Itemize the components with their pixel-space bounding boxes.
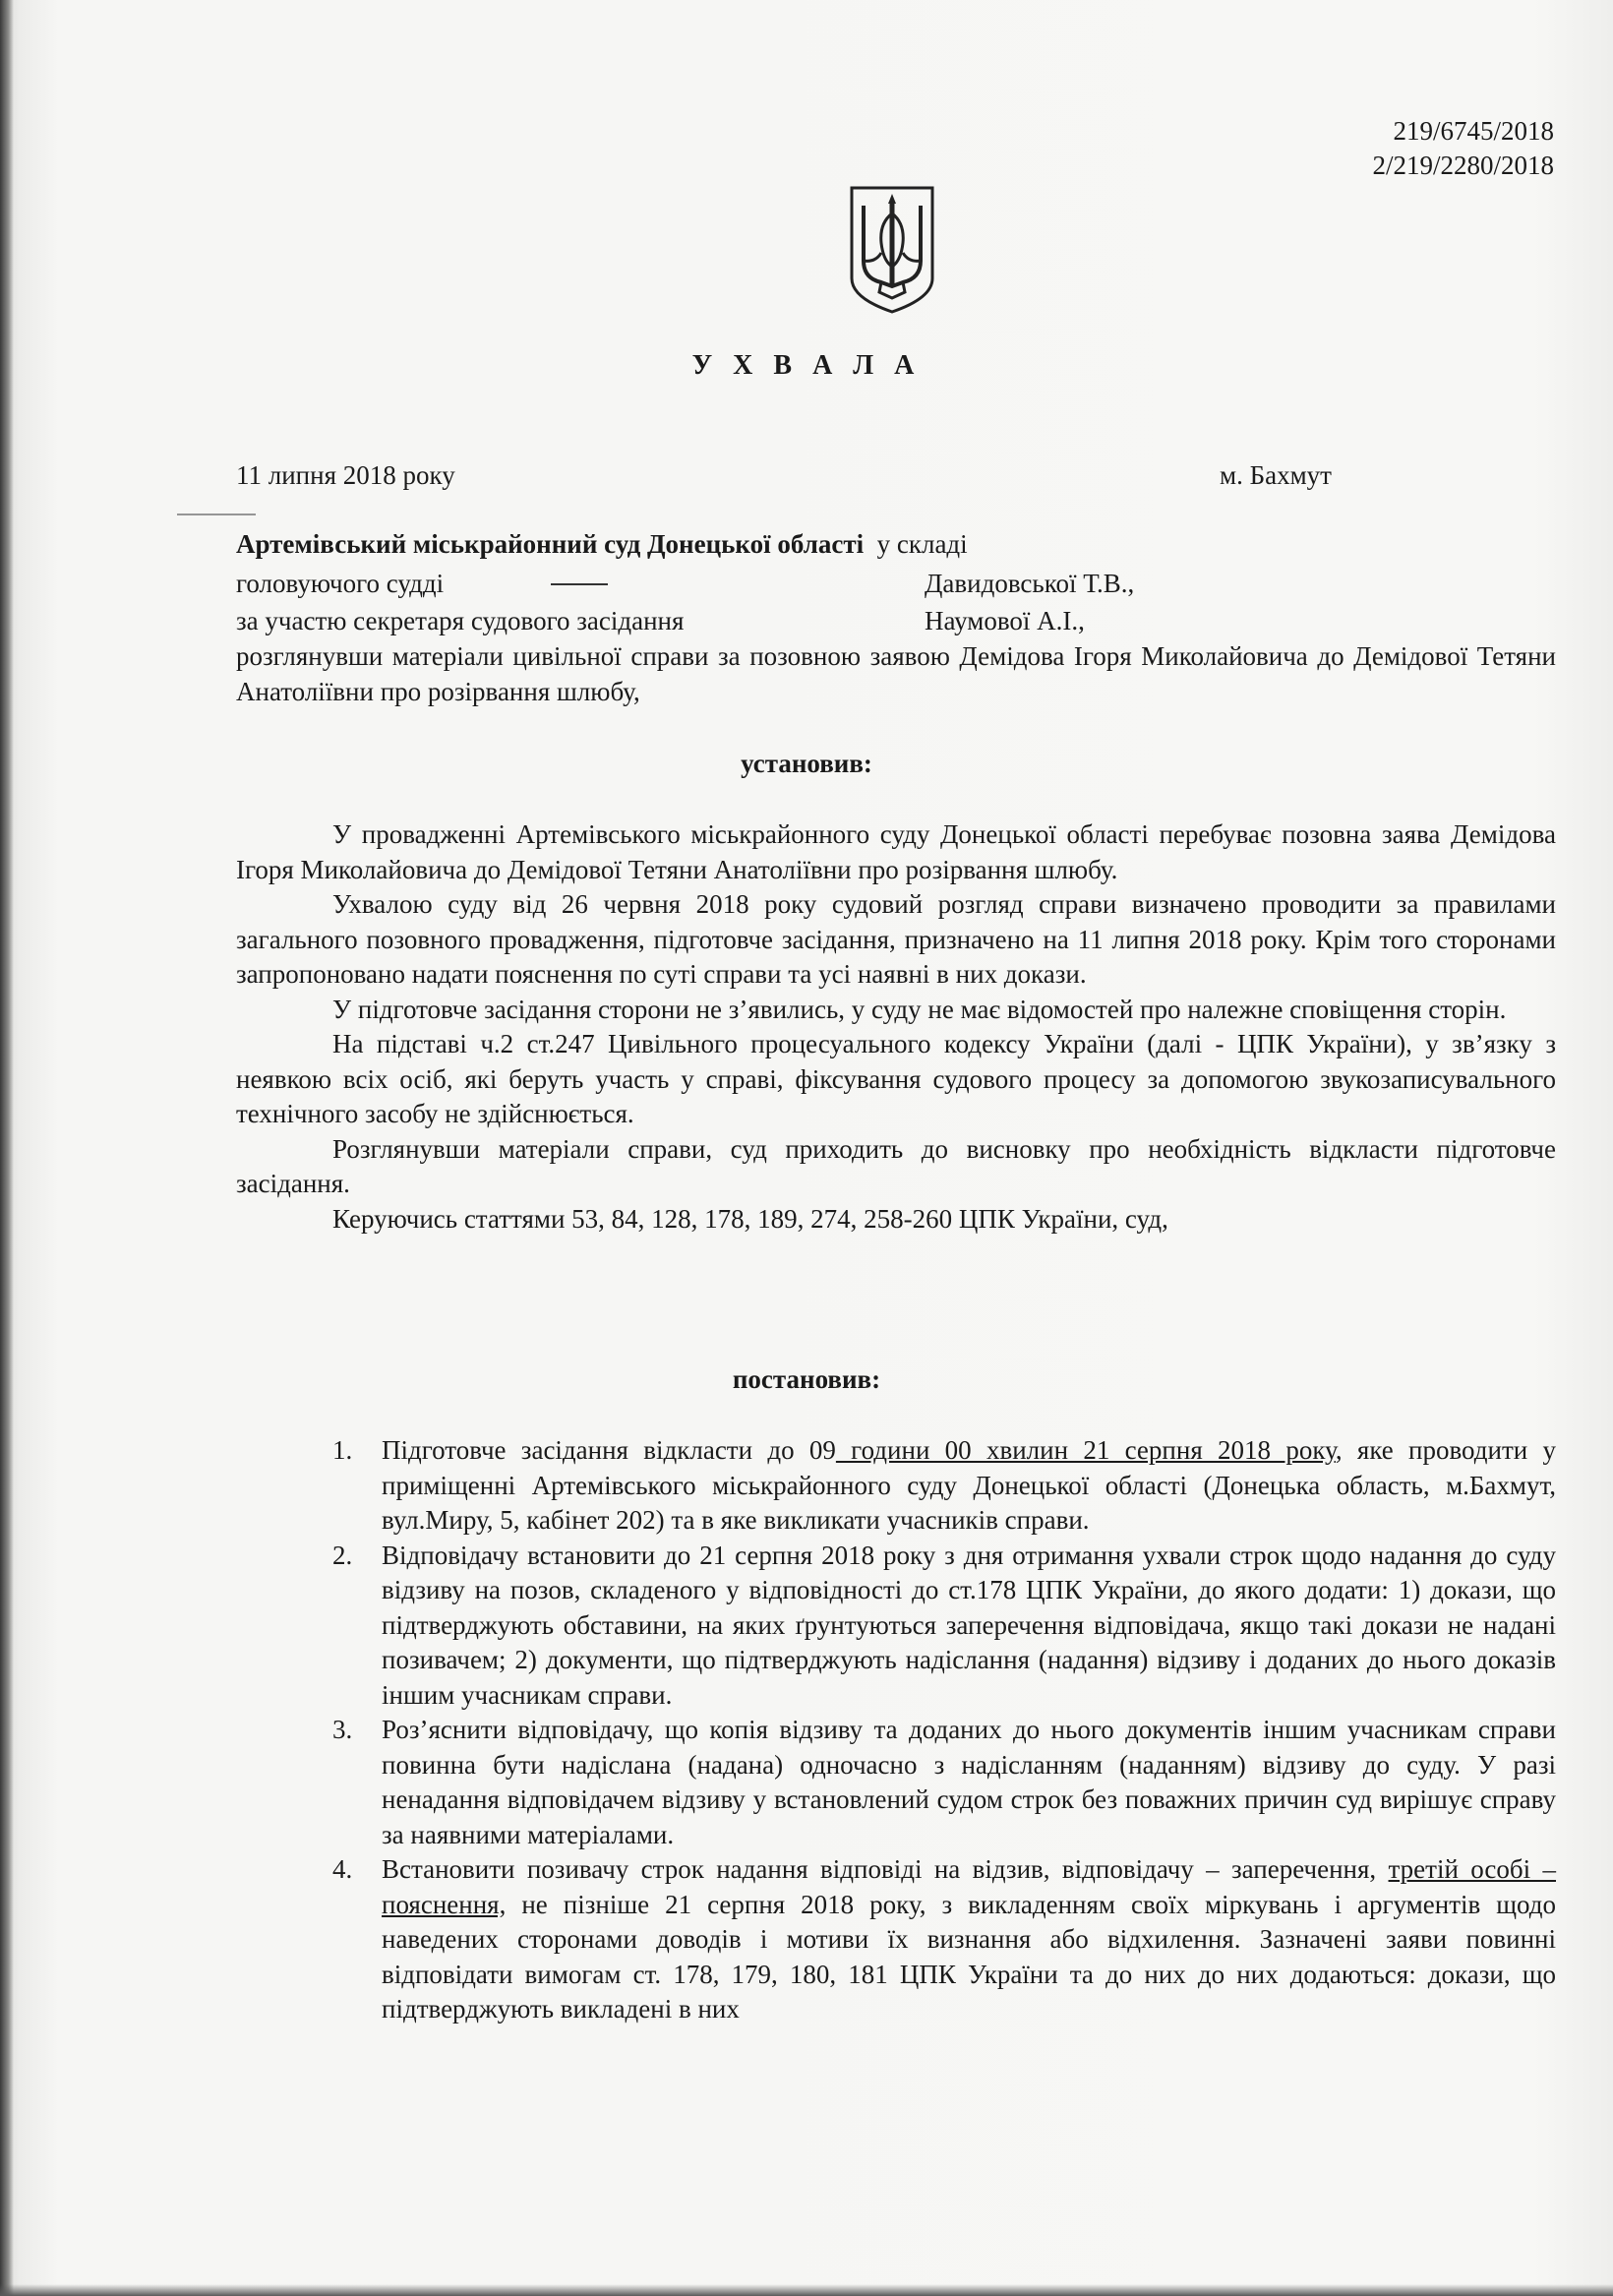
order-number: 1. [332,1435,353,1465]
fact-paragraph: У підготовче засідання сторони не з’явились, у суду не має відомостей про належне сповіщення сторін. [332,994,1507,1024]
order-text: Відповідачу встановити до 21 серпня 2018 року з дня отримання ухвали строк щодо надання до суду відзиву на позов, складеного у відповідності до ст.178 ЦПК України, до якого додати: 1) докази, що підтверджують обставини, на яких ґрунтуються заперечення відповідача, якщо такі докази не надані позивачем; 2) документи, що підтверджують надіслання (надання) відзиву і доданих до нього доказів іншим учасникам справи. [382,1540,1556,1710]
order-item [236,1433,1556,1539]
order-number: 4. [332,1854,353,1884]
order-item [236,1713,1556,1852]
order-text-tail: не пізніше 21 серпня 2018 року, з викладенням своїх міркувань і аргументів щодо наведених сторонами доводів і мотиви їх визнання або відхилення. Зазначені заяви повинні відповідати вимогам ст. 178, 179, 180, 181 ЦПК України та до них до них додаються: докази, що підтверджують викладені в них [382,1889,1556,2024]
court-line [236,529,968,560]
presiding-label: головуючого судді [236,569,445,598]
order-item [236,1539,1556,1714]
order-underlined: третій особі – пояснення, [382,1854,1556,1919]
secretary-label: за участю секретаря судового засідання [236,606,685,635]
ukraine-trident-icon [846,184,938,316]
divider-mark [177,514,256,515]
case-number-2: 2/219/2280/2018 [1372,151,1554,180]
document-city: м. Бахмут [1220,460,1332,490]
order-number: 3. [332,1715,353,1744]
order-underlined: години 00 хвилин 21 серпня 2018 року [835,1435,1336,1465]
orders-list [236,1433,1556,2027]
order-item [236,1852,1556,2027]
order-text: Встановити позивачу строк надання відповіді на відзив, відповідачу – заперечення, [382,1854,1389,1884]
fact-paragraph: На підставі ч.2 ст.247 Цивільного процесуального кодексу України (далі - ЦПК України), у зв’язку з неявкою всіх осіб, які беруть участь у справі, фіксування судового процесу за допомогою звукозаписувального технічного засобу не здійснюється. [236,1029,1556,1128]
fact-paragraph: У провадженні Артемівського міськрайонного суду Донецької області перебуває позовна заява Демідова Ігоря Миколайовича до Демідової Тетяни Анатоліївни про розірвання шлюбу. [236,819,1556,884]
order-text-tail: , яке проводити у приміщенні Артемівського міськрайонного суду Донецької області (Донецька область, м.Бахмут, вул.Миру, 5, кабінет 202) та в яке викликати учасників справи. [382,1435,1556,1535]
order-text: Роз’яснити відповідачу, що копія відзиву та доданих до нього документів іншим учасникам справи повинна бути надіслана (надана) одночасно з надісланням (наданням) відзиву до суду. У разі ненадання відповідачем відзиву у встановлений судом строк без поважних причин суд вирішує справу за наявними матеріалами. [382,1715,1556,1849]
case-numbers [1372,114,1554,183]
court-name: Артемівський міськрайонний суд Донецької області [236,529,865,559]
document-title: У Х В А Л А [691,350,922,381]
facts-section [236,817,1556,1237]
fact-paragraph: Розглянувши матеріали справи, суд приходить до висновку про необхідність відкласти підготовче засідання. [236,1133,1556,1198]
established-heading: установив: [741,749,872,778]
order-text: Підготовче засідання відкласти до 09 [382,1435,836,1465]
secretary-name: Наумової А.І., [925,606,1085,635]
fact-paragraph: Ухвалою суду від 26 червня 2018 року судовий розгляд справи визначено проводити за правилами загального позовного провадження, підготовче засідання, призначено на 11 липня 2018 року. Крім того сторонами запропоновано надати пояснення по суті справи та усі наявні в них докази. [236,889,1556,989]
fact-paragraph: Керуючись статтями 53, 84, 128, 178, 189, 274, 258-260 ЦПК України, суд, [332,1203,1168,1234]
intro-paragraph [236,639,1556,709]
case-number-1: 219/6745/2018 [1393,116,1554,146]
decided-heading: постановив: [732,1364,881,1394]
order-number: 2. [332,1540,353,1570]
intro-text: розглянувши матеріали цивільної справи за позовною заявою Демідова Ігоря Миколайовича до Демідової Тетяни Анатоліївни про розірвання шлюбу, [236,641,1556,706]
document-date: 11 липня 2018 року [236,460,455,490]
court-composition: у складі [876,529,968,559]
signature-mark [551,583,608,585]
presiding-name: Давидовської Т.В., [925,569,1135,598]
